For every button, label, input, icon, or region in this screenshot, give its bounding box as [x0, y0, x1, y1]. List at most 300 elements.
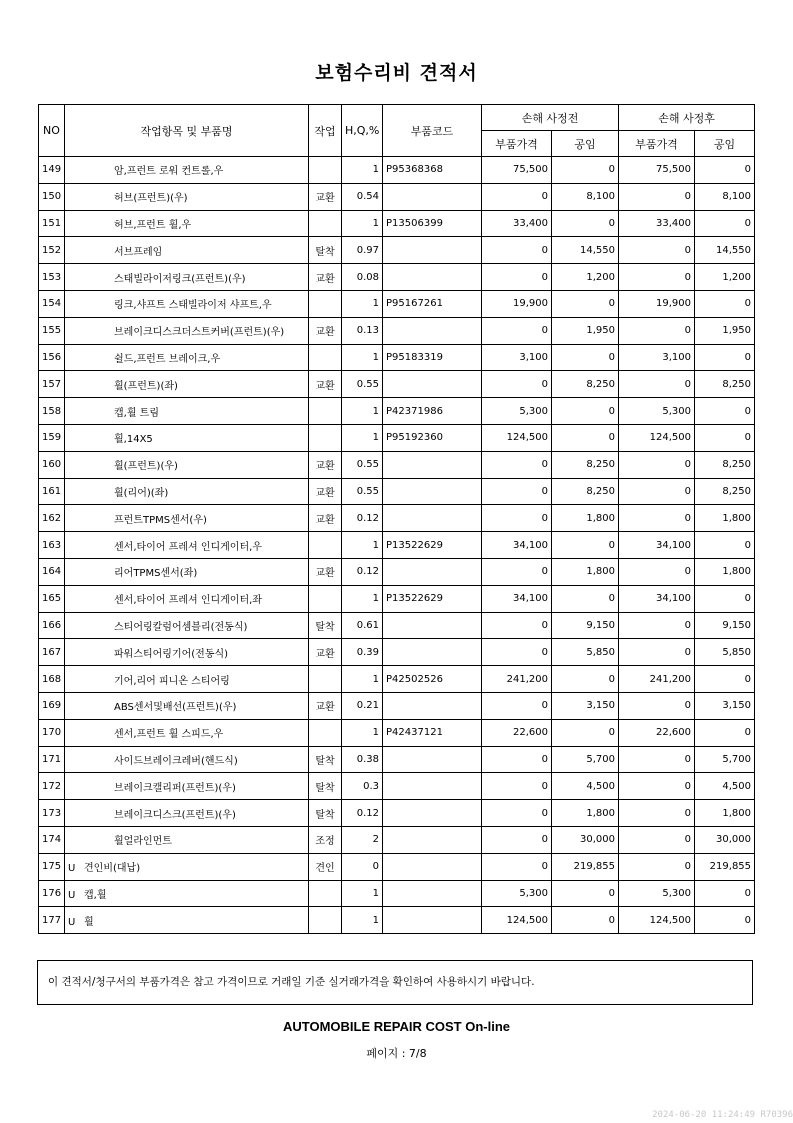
row-work: 탈착	[309, 746, 342, 773]
row-item-label: 파워스티어링기어(전동식)	[114, 648, 229, 660]
row-before-labor: 8,250	[552, 451, 619, 478]
row-after-labor: 0	[695, 398, 755, 425]
row-work: 교환	[309, 505, 342, 532]
row-work: 탈착	[309, 773, 342, 800]
row-after-part-price: 0	[619, 451, 695, 478]
row-before-part-price: 19,900	[482, 290, 552, 317]
row-item-name	[65, 210, 309, 237]
row-work	[309, 157, 342, 184]
row-before-labor: 8,250	[552, 371, 619, 398]
row-hq: 0.38	[342, 746, 383, 773]
row-before-part-price: 0	[482, 800, 552, 827]
row-after-part-price: 0	[619, 505, 695, 532]
row-no: 161	[39, 478, 65, 505]
row-hq: 1	[342, 585, 383, 612]
header-code: 부품코드	[383, 105, 482, 157]
row-part-code	[383, 558, 482, 585]
row-hq: 0.55	[342, 478, 383, 505]
header-no: NO	[39, 105, 65, 157]
row-item-label: 휠(프런트)(좌)	[114, 380, 178, 392]
row-after-labor: 8,250	[695, 371, 755, 398]
row-item-name	[65, 371, 309, 398]
row-item-name	[65, 853, 309, 880]
row-item-label: 휠,14X5	[114, 434, 153, 446]
row-hq: 1	[342, 344, 383, 371]
row-after-part-price: 22,600	[619, 719, 695, 746]
row-item-label: 리어TPMS센서(좌)	[114, 568, 198, 580]
row-before-labor: 5,850	[552, 639, 619, 666]
header-after-part-price: 부품가격	[619, 131, 695, 157]
row-after-part-price: 0	[619, 183, 695, 210]
row-no: 174	[39, 826, 65, 853]
row-after-part-price: 19,900	[619, 290, 695, 317]
row-item-label: 센서,타이어 프레셔 인디게이터,좌	[114, 595, 262, 607]
row-before-part-price: 34,100	[482, 532, 552, 559]
row-after-labor: 0	[695, 424, 755, 451]
row-no: 151	[39, 210, 65, 237]
table-row	[39, 157, 755, 184]
table-row	[39, 853, 755, 880]
row-after-part-price: 124,500	[619, 907, 695, 934]
row-after-part-price: 0	[619, 826, 695, 853]
row-item-name	[65, 773, 309, 800]
header-before-part-price: 부품가격	[482, 131, 552, 157]
row-part-code: P42371986	[383, 398, 482, 425]
row-before-labor: 8,100	[552, 183, 619, 210]
row-hq: 0	[342, 853, 383, 880]
row-work: 교환	[309, 692, 342, 719]
row-no: 162	[39, 505, 65, 532]
row-before-labor: 1,950	[552, 317, 619, 344]
row-part-code	[383, 853, 482, 880]
row-hq: 0.55	[342, 451, 383, 478]
row-no: 155	[39, 317, 65, 344]
row-after-labor: 0	[695, 585, 755, 612]
row-after-labor: 5,850	[695, 639, 755, 666]
row-work: 교환	[309, 317, 342, 344]
row-hq: 1	[342, 719, 383, 746]
table-row	[39, 558, 755, 585]
row-item-label: 캡,휠	[84, 889, 107, 901]
row-before-part-price: 0	[482, 826, 552, 853]
document-title: 보험수리비 견적서	[315, 62, 478, 84]
row-item-name	[65, 157, 309, 184]
row-before-labor: 0	[552, 907, 619, 934]
row-after-part-price: 0	[619, 237, 695, 264]
row-item-label: 휠(프런트)(우)	[114, 461, 178, 473]
row-item-label: 센서,타이어 프레셔 인디게이터,우	[114, 541, 262, 553]
row-after-part-price: 33,400	[619, 210, 695, 237]
row-hq: 1	[342, 880, 383, 907]
table-row	[39, 210, 755, 237]
row-before-part-price: 75,500	[482, 157, 552, 184]
row-hq: 0.54	[342, 183, 383, 210]
row-item-label: 프런트TPMS센서(우)	[114, 514, 207, 526]
row-before-labor: 4,500	[552, 773, 619, 800]
row-before-labor: 1,800	[552, 558, 619, 585]
row-item-name	[65, 800, 309, 827]
row-item-label: 허브(프런트)(우)	[114, 193, 188, 205]
row-before-labor: 0	[552, 157, 619, 184]
table-header	[39, 105, 755, 157]
row-hq: 1	[342, 532, 383, 559]
row-hq: 0.3	[342, 773, 383, 800]
row-after-part-price: 0	[619, 639, 695, 666]
row-part-code	[383, 478, 482, 505]
row-work	[309, 210, 342, 237]
row-no: 169	[39, 692, 65, 719]
row-item-name	[65, 639, 309, 666]
row-before-labor: 0	[552, 210, 619, 237]
row-hq: 0.21	[342, 692, 383, 719]
row-item-name	[65, 585, 309, 612]
estimate-table	[38, 104, 755, 934]
row-part-code: P13506399	[383, 210, 482, 237]
row-item-name	[65, 907, 309, 934]
row-no: 153	[39, 264, 65, 291]
price-notice: 이 견적서/청구서의 부품가격은 참고 가격이므로 거래일 기준 실거래가격을 확인하여 사용하시기 바랍니다.	[37, 960, 753, 1005]
row-work	[309, 719, 342, 746]
table-row	[39, 264, 755, 291]
row-after-part-price: 5,300	[619, 880, 695, 907]
row-after-part-price: 75,500	[619, 157, 695, 184]
table-row	[39, 183, 755, 210]
row-hq: 1	[342, 666, 383, 693]
row-after-labor: 4,500	[695, 773, 755, 800]
page-number: 페이지 : 7/8	[366, 1047, 427, 1060]
table-row	[39, 532, 755, 559]
row-part-code: P13522629	[383, 585, 482, 612]
row-item-label: 휠얼라인먼트	[114, 836, 172, 848]
row-work	[309, 398, 342, 425]
row-part-code: P13522629	[383, 532, 482, 559]
row-before-labor: 0	[552, 344, 619, 371]
row-work	[309, 880, 342, 907]
table-row	[39, 505, 755, 532]
row-item-name	[65, 532, 309, 559]
row-after-part-price: 0	[619, 692, 695, 719]
table-row	[39, 371, 755, 398]
table-row	[39, 478, 755, 505]
row-hq: 1	[342, 424, 383, 451]
row-no: 167	[39, 639, 65, 666]
table-row	[39, 773, 755, 800]
row-before-part-price: 124,500	[482, 424, 552, 451]
row-no: 157	[39, 371, 65, 398]
row-item-name	[65, 826, 309, 853]
row-part-code: P95167261	[383, 290, 482, 317]
print-timestamp: 2024-06-20 11:24:49 R70396	[652, 1110, 793, 1120]
table-row	[39, 666, 755, 693]
row-before-part-price: 0	[482, 612, 552, 639]
row-before-labor: 0	[552, 666, 619, 693]
row-after-labor: 8,250	[695, 478, 755, 505]
row-before-labor: 0	[552, 719, 619, 746]
row-part-code	[383, 451, 482, 478]
row-after-labor: 8,100	[695, 183, 755, 210]
row-part-code: P95368368	[383, 157, 482, 184]
row-no: 177	[39, 907, 65, 934]
row-item-label: 브레이크디스크(프런트)(우)	[114, 809, 236, 821]
row-item-label: 브레이크디스크더스트커버(프런트)(우)	[114, 327, 285, 339]
table-row	[39, 585, 755, 612]
row-hq: 1	[342, 210, 383, 237]
row-before-labor: 30,000	[552, 826, 619, 853]
row-work	[309, 585, 342, 612]
row-work: 교환	[309, 451, 342, 478]
row-no: 160	[39, 451, 65, 478]
row-no: 175	[39, 853, 65, 880]
row-part-code	[383, 612, 482, 639]
row-after-labor: 1,200	[695, 264, 755, 291]
row-after-labor: 0	[695, 532, 755, 559]
table-body	[39, 157, 755, 934]
row-item-name	[65, 398, 309, 425]
row-part-code	[383, 317, 482, 344]
row-no: 158	[39, 398, 65, 425]
table-row	[39, 746, 755, 773]
row-after-labor: 3,150	[695, 692, 755, 719]
row-before-labor: 0	[552, 290, 619, 317]
row-item-label: 휠	[84, 916, 94, 928]
row-after-part-price: 3,100	[619, 344, 695, 371]
row-part-code: P42437121	[383, 719, 482, 746]
table-row	[39, 290, 755, 317]
table-row	[39, 424, 755, 451]
row-before-part-price: 0	[482, 853, 552, 880]
row-prefix: U	[68, 889, 76, 901]
row-after-part-price: 0	[619, 773, 695, 800]
row-work	[309, 290, 342, 317]
row-before-part-price: 33,400	[482, 210, 552, 237]
row-work: 탈착	[309, 800, 342, 827]
row-item-name	[65, 290, 309, 317]
row-item-name	[65, 317, 309, 344]
row-after-labor: 0	[695, 210, 755, 237]
table-row	[39, 907, 755, 934]
row-before-labor: 219,855	[552, 853, 619, 880]
row-prefix: U	[68, 863, 76, 875]
row-part-code	[383, 692, 482, 719]
row-work: 교환	[309, 183, 342, 210]
row-before-labor: 1,800	[552, 505, 619, 532]
table-row	[39, 398, 755, 425]
row-item-name	[65, 719, 309, 746]
table-row	[39, 344, 755, 371]
row-after-labor: 8,250	[695, 451, 755, 478]
row-after-labor: 0	[695, 666, 755, 693]
row-before-part-price: 34,100	[482, 585, 552, 612]
row-before-labor: 5,700	[552, 746, 619, 773]
header-before: 손해 사정전	[482, 105, 619, 131]
row-item-name	[65, 505, 309, 532]
row-before-labor: 14,550	[552, 237, 619, 264]
row-item-name	[65, 478, 309, 505]
row-after-part-price: 5,300	[619, 398, 695, 425]
row-hq: 1	[342, 290, 383, 317]
header-after-labor: 공임	[695, 131, 755, 157]
row-before-part-price: 0	[482, 237, 552, 264]
row-hq: 0.12	[342, 558, 383, 585]
table-row	[39, 826, 755, 853]
row-item-name	[65, 880, 309, 907]
row-after-labor: 30,000	[695, 826, 755, 853]
row-hq: 0.97	[342, 237, 383, 264]
row-item-name	[65, 746, 309, 773]
row-work: 탈착	[309, 237, 342, 264]
table-row	[39, 612, 755, 639]
row-before-labor: 0	[552, 398, 619, 425]
row-part-code	[383, 264, 482, 291]
row-no: 172	[39, 773, 65, 800]
row-work	[309, 532, 342, 559]
row-after-labor: 1,950	[695, 317, 755, 344]
row-after-part-price: 0	[619, 800, 695, 827]
row-item-label: 기어,리어 피니온 스티어링	[114, 675, 230, 687]
row-work: 교환	[309, 371, 342, 398]
row-before-part-price: 5,300	[482, 880, 552, 907]
row-work	[309, 907, 342, 934]
row-before-part-price: 0	[482, 692, 552, 719]
row-no: 149	[39, 157, 65, 184]
row-after-labor: 219,855	[695, 853, 755, 880]
table-row	[39, 719, 755, 746]
row-part-code: P95183319	[383, 344, 482, 371]
header-item: 작업항목 및 부품명	[65, 105, 309, 157]
row-hq: 0.39	[342, 639, 383, 666]
row-no: 154	[39, 290, 65, 317]
row-item-name	[65, 183, 309, 210]
row-item-name	[65, 424, 309, 451]
row-after-part-price: 0	[619, 478, 695, 505]
row-part-code	[383, 746, 482, 773]
row-before-part-price: 0	[482, 264, 552, 291]
table-row	[39, 880, 755, 907]
row-no: 156	[39, 344, 65, 371]
row-no: 164	[39, 558, 65, 585]
row-hq: 0.13	[342, 317, 383, 344]
row-hq: 2	[342, 826, 383, 853]
row-item-label: 쉴드,프런트 브레이크,우	[114, 353, 221, 365]
row-item-label: 서브프레임	[114, 246, 163, 258]
row-before-part-price: 0	[482, 478, 552, 505]
row-work: 교환	[309, 558, 342, 585]
row-after-part-price: 0	[619, 264, 695, 291]
row-item-label: 견인비(대납)	[84, 863, 141, 875]
row-part-code	[383, 639, 482, 666]
row-after-part-price: 0	[619, 371, 695, 398]
row-part-code	[383, 907, 482, 934]
row-after-part-price: 124,500	[619, 424, 695, 451]
row-part-code	[383, 371, 482, 398]
row-before-part-price: 0	[482, 773, 552, 800]
table-row	[39, 451, 755, 478]
row-before-labor: 0	[552, 880, 619, 907]
row-item-name	[65, 264, 309, 291]
row-after-labor: 5,700	[695, 746, 755, 773]
header-hq: H,Q,%	[342, 105, 383, 157]
row-hq: 1	[342, 398, 383, 425]
row-work	[309, 424, 342, 451]
row-item-label: ABS센서및배선(프런트)(우)	[114, 702, 237, 714]
row-before-part-price: 22,600	[482, 719, 552, 746]
table-row	[39, 237, 755, 264]
row-hq: 0.55	[342, 371, 383, 398]
row-before-part-price: 0	[482, 505, 552, 532]
row-before-part-price: 3,100	[482, 344, 552, 371]
footer-title: AUTOMOBILE REPAIR COST On-line	[282, 1019, 511, 1034]
row-item-label: 링크,샤프트 스태빌라이저 샤프트,우	[114, 300, 272, 312]
row-work: 조정	[309, 826, 342, 853]
row-item-label: 휠(리어)(좌)	[114, 487, 169, 499]
row-before-part-price: 0	[482, 746, 552, 773]
row-after-labor: 0	[695, 907, 755, 934]
row-item-label: 스티어링칼럼어셈블리(전동식)	[114, 621, 248, 633]
row-item-name	[65, 666, 309, 693]
row-part-code	[383, 773, 482, 800]
row-after-labor: 0	[695, 719, 755, 746]
row-before-part-price: 241,200	[482, 666, 552, 693]
row-item-label: 브레이크캘리퍼(프런트)(우)	[114, 782, 236, 794]
row-item-label: 센서,프런트 휠 스피드,우	[114, 729, 224, 741]
row-part-code	[383, 183, 482, 210]
header-after: 손해 사정후	[619, 105, 755, 131]
row-hq: 0.12	[342, 505, 383, 532]
header-work: 작업	[309, 105, 342, 157]
row-no: 152	[39, 237, 65, 264]
row-before-labor: 1,200	[552, 264, 619, 291]
row-after-labor: 0	[695, 290, 755, 317]
row-after-part-price: 0	[619, 612, 695, 639]
row-no: 159	[39, 424, 65, 451]
row-part-code	[383, 237, 482, 264]
row-no: 176	[39, 880, 65, 907]
table-row	[39, 692, 755, 719]
row-hq: 1	[342, 907, 383, 934]
row-before-labor: 0	[552, 424, 619, 451]
row-item-name	[65, 612, 309, 639]
header-before-labor: 공임	[552, 131, 619, 157]
row-after-labor: 0	[695, 880, 755, 907]
row-work: 교환	[309, 264, 342, 291]
row-item-name	[65, 451, 309, 478]
row-before-part-price: 0	[482, 451, 552, 478]
row-item-name	[65, 692, 309, 719]
row-before-labor: 8,250	[552, 478, 619, 505]
row-item-label: 스태빌라이저링크(프런트)(우)	[114, 273, 246, 285]
row-part-code: P42502526	[383, 666, 482, 693]
row-before-part-price: 0	[482, 183, 552, 210]
row-no: 165	[39, 585, 65, 612]
row-item-name	[65, 558, 309, 585]
row-no: 150	[39, 183, 65, 210]
row-part-code	[383, 505, 482, 532]
row-no: 171	[39, 746, 65, 773]
row-before-labor: 0	[552, 585, 619, 612]
row-hq: 0.61	[342, 612, 383, 639]
row-part-code: P95192360	[383, 424, 482, 451]
row-after-part-price: 241,200	[619, 666, 695, 693]
row-before-part-price: 0	[482, 558, 552, 585]
row-work	[309, 666, 342, 693]
row-no: 168	[39, 666, 65, 693]
row-item-label: 허브,프런트 휠,우	[114, 219, 192, 231]
row-before-part-price: 0	[482, 317, 552, 344]
row-after-labor: 14,550	[695, 237, 755, 264]
row-item-name	[65, 344, 309, 371]
table-row	[39, 800, 755, 827]
row-after-labor: 0	[695, 157, 755, 184]
